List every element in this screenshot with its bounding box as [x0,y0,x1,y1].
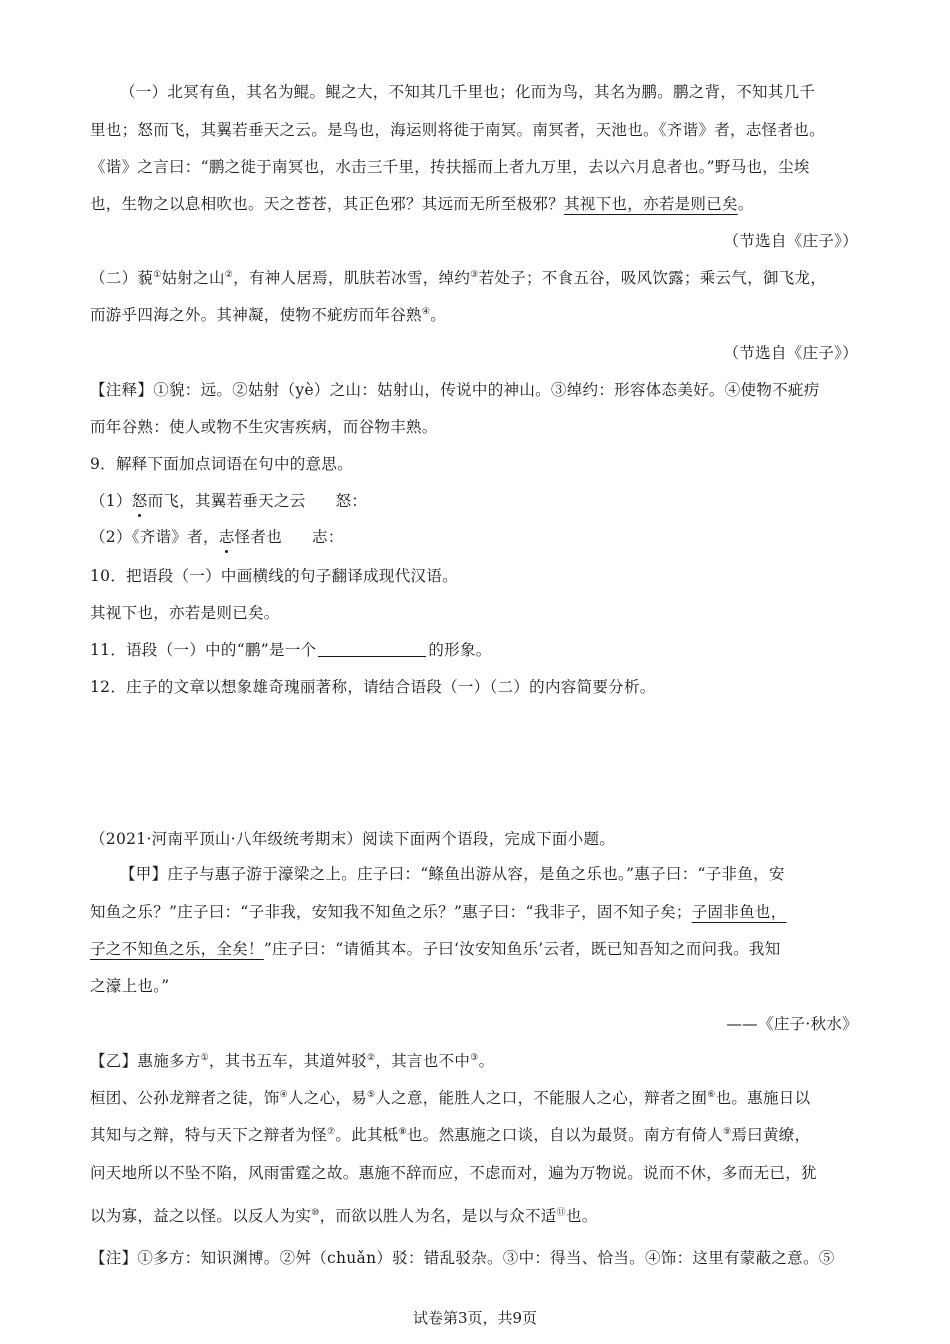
underlined-sentence: 子固非鱼也， [691,903,787,921]
jia-line3: 子之不知鱼之乐，全矣！”庄子曰：“请循其本。子曰‘汝安知鱼乐’云者，既已知吾知之而问我。我知 [90,940,781,958]
jia-line1: 【甲】庄子与惠子游于濠梁之上。庄子曰：“鲦鱼出游从容，是鱼之乐也。”惠子曰：“子非鱼，安 [120,865,785,883]
section2-source: （节选自《庄子》） [723,344,858,362]
section1-line4: 也，生物之以息相吹也。天之苍苍，其正色邪？其远而无所至极邪？其视下也，亦若是则已矣。 [90,195,754,213]
jia-line4: 之濠上也。” [90,977,170,995]
question-9-2: （2）《齐谐》者，志怪者也 志： [90,528,344,546]
section1-line3: 《谐》之言曰：“鹏之徙于南冥也，水击三千里，抟扶摇而上者九万里，去以六月息者也。”野马也，尘埃 [90,158,810,176]
underlined-sentence: 其视下也，亦若是则已矣 [564,195,738,213]
yi-line2: 桓团、公孙龙辩者之徒，饰④人之心，易⑤人之意，能胜人之口，不能服人之心，辩者之囿⑥也。惠施日以 [90,1089,811,1107]
section2-line2: 而游乎四海之外。其神凝，使物不疵疠而年谷熟④。 [90,306,446,324]
question-9-1: （1）怒而飞，其翼若垂天之云 怒： [90,492,368,510]
question-10-sentence: 其视下也，亦若是则已矣。 [90,604,280,622]
notes-line2: 而年谷熟：使人或物不生灾害疾病，而谷物丰熟。 [90,418,438,436]
section2-line1: （二）藐①姑射之山②，有神人居焉，肌肤若冰雪，绰约③若处子；不食五谷，吸风饮露；乘云气，御飞龙， [90,269,827,287]
yi-line1: 【乙】惠施多方①，其书五车，其道舛驳②，其言也不中③。 [90,1052,495,1070]
jia-source: ——《庄子·秋水》 [726,1015,858,1033]
question-9: 9．解释下面加点词语在句中的意思。 [90,455,353,473]
page-footer: 试卷第3页，共9页 [412,1309,538,1327]
notes-line1: 【注释】①貌：远。②姑射（yè）之山：姑射山，传说中的神山。③绰约：形容体态美好。④使物不疵疠 [90,381,820,399]
dotted-word: 怒 [131,492,148,510]
section1-source: （节选自《庄子》） [723,232,858,250]
question-10: 10．把语段（一）中画横线的句子翻译成现代汉语。 [90,567,458,585]
section1-line1: （一）北冥有鱼，其名为鲲。鲲之大，不知其几千里也；化而为鸟，其名为鹏。鹏之背，不知其几千 [120,83,816,101]
yi-line3: 其知与之辩，特与天下之辩者为怪⑦。此其柢⑧也。然惠施之口谈，自以为最贤。南方有倚人⑨焉曰黄缭， [90,1126,811,1144]
yi-line5: 以为寡，益之以怪。以反人为实⑩，而欲以胜人为名，是以与众不适⑪也。 [90,1207,598,1225]
dotted-word: 志 [218,528,235,546]
question-11: 11．语段（一）中的“鹏”是一个 的形象。 [90,641,492,659]
passage2-notes: 【注】①多方：知识渊博。②舛（chuǎn）驳：错乱驳杂。③中：得当、恰当。④饰：这里有蒙蔽之意。⑤ [90,1249,835,1267]
passage2-intro: （2021·河南平顶山·八年级统考期末）阅读下面两个语段，完成下面小题。 [90,830,616,848]
jia-line2: 知鱼之乐？”庄子曰：“子非我，安知我不知鱼之乐？”惠子曰：“我非子，固不知子矣；子固非鱼也， [90,903,787,921]
answer-blank[interactable] [318,640,426,657]
question-12: 12．庄子的文章以想象雄奇瑰丽著称，请结合语段（一）（二）的内容简要分析。 [90,678,656,696]
underlined-sentence: 子之不知鱼之乐，全矣！ [90,940,264,958]
yi-line4: 问天地所以不坠不陷，风雨雷霆之故。惠施不辞而应，不虑而对，遍为万物说。说而不休，多而无已，犹 [90,1164,817,1182]
section1-line2: 里也；怒而飞，其翼若垂天之云。是鸟也，海运则将徙于南冥。南冥者，天池也。《齐谐》者，志怪者也。 [90,121,825,139]
